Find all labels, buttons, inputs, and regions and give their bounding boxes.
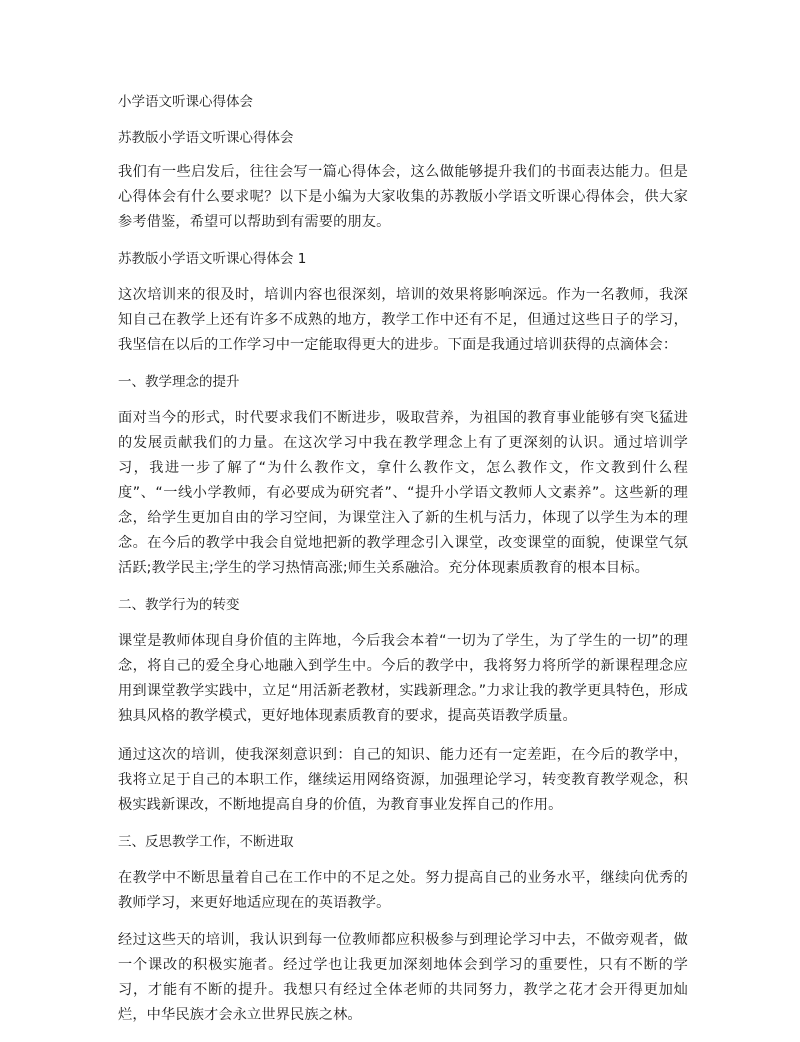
heading-1: 一、教学理念的提升: [118, 374, 240, 390]
paragraph-6: 经过这些天的培训，我认识到每一位教师都应积极参与到理论学习中去，不做旁观者，做一个课改的积极实施者。经过学也让我更加深刻地体会到学习的重要性，只有不断的学习，才能有不断的提升。我想只有经过全体老师的共同努力，教学之花才会开得更加灿烂，中华民族才会永立世界民族之林。: [118, 932, 688, 1023]
document-subtitle: 苏教版小学语文听课心得体会: [118, 130, 294, 146]
paragraph-4: 通过这次的培训，使我深刻意识到：自己的知识、能力还有一定差距，在今后的教学中，我将立足于自己的本职工作，继续运用网络资源，加强理论学习，转变教育教学观念，积极实践新课改，不断地提高自身的价值，为教育事业发挥自己的作用。: [118, 747, 688, 813]
document-page: [118, 92, 688, 1042]
heading-2: 二、教学行为的转变: [118, 597, 240, 613]
section-title: 苏教版小学语文听课心得体会 1: [118, 251, 307, 267]
paragraph-1: 这次培训来的很及时，培训内容也很深刻，培训的效果将影响深远。作为一名教师，我深知自己在教学上还有许多不成熟的地方，教学工作中还有不足，但通过这些日子的学习，我坚信在以后的工作学习中一定能取得更大的进步。下面是我通过培训获得的点滴体会：: [118, 287, 688, 353]
document-title: 小学语文听课心得体会: [118, 94, 253, 110]
paragraph-2: 面对当今的形式，时代要求我们不断进步，吸取营养，为祖国的教育事业能够有突飞猛进的发展贡献我们的力量。在这次学习中我在教学理念上有了更深刻的认识。通过培训学习，我进一步了解了“为什么教作文，拿什么教作文，怎么教作文，作文教到什么程度”、“一线小学教师，有必要成为研究者”、“提升小学语文教师人文素养”。这些新的理念，给学生更加自由的学习空间，为课堂注入了新的生机与活力，体现了以学生为本的理念。在今后的教学中我会自觉地把新的教学理念引入课堂，改变课堂的面貌，使课堂气氛活跃;教学民主;学生的学习热情高涨;师生关系融洽。充分体现素质教育的根本目标。: [118, 410, 688, 576]
paragraph-3: 课堂是教师体现自身价值的主阵地，今后我会本着“一切为了学生，为了学生的一切”的理念，将自己的爱全身心地融入到学生中。今后的教学中，我将努力将所学的新课程理念应用到课堂教学实践中，立足“用活新老教材，实践新理念。”力求让我的教学更具特色，形成独具风格的教学模式，更好地体现素质教育的要求，提高英语教学质量。: [118, 633, 688, 724]
heading-3: 三、反思教学工作，不断进取: [118, 834, 294, 850]
intro-paragraph: 我们有一些启发后，往往会写一篇心得体会，这么做能够提升我们的书面表达能力。但是心得体会有什么要求呢？以下是小编为大家收集的苏教版小学语文听课心得体会，供大家参考借鉴，希望可以帮助到有需要的朋友。: [118, 164, 688, 230]
paragraph-5: 在教学中不断思量着自己在工作中的不足之处。努力提高自己的业务水平，继续向优秀的教师学习，来更好地适应现在的英语教学。: [118, 870, 688, 911]
